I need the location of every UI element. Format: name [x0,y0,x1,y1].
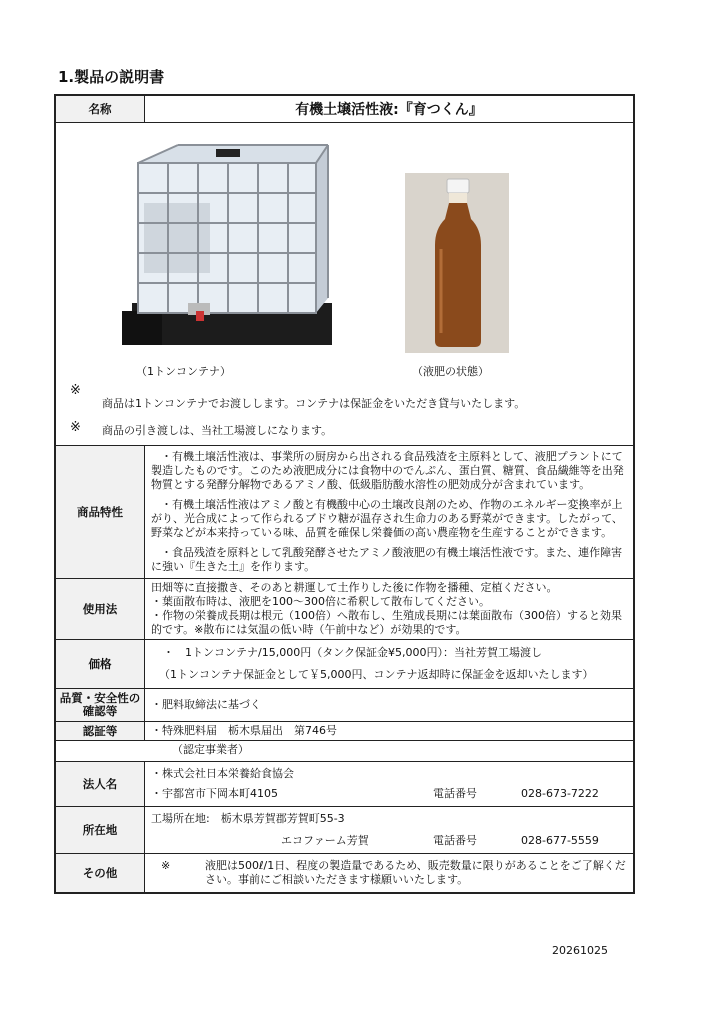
usage-line-1: 田畑等に直接撒き、そのあと耕運して土作りした後に作物を播種、定植ください。 [151,581,558,594]
price-label: 価格 [56,640,145,688]
factory-tel-label: 電話番号 [433,834,477,847]
features-para-1: ・有機土壌活性液は、事業所の厨房から出される食品残渣を主原料として、液肥プラントにて製造したものです。このため液肥成分には食物中のでんぷん、蛋白質、糖質、食品繊維等を出発物質とする発酵分解物であるアミノ酸、低級脂肪酸水溶性の肥効成分が含まれています。 [151,450,624,491]
usage-line-3: ・作物の栄養成長期は根元（100倍）へ散布し、生殖成長期には葉面散布（300倍）すると効果的です。※散布には気温の低い時（午前中など）が効果的です。 [151,609,622,636]
photo-area [56,123,633,445]
features-para-2: ・有機土壌活性液はアミノ酸と有機酸中心の土壌改良剤のため、作物のエネルギー変換率が上がり、光合成によって作られるブドウ糖が温存され生命力のある野菜ができます。したがって、野菜などが本来持っている味、品質を確保し栄養価の高い農産物を生産することができます。 [151,498,623,539]
factory-tel: 028-677-5559 [521,834,599,847]
document-title: 1.製品の説明書 [58,68,165,86]
other-note: 液肥は500ℓ/1日、程度の製造量であるため、販売数量に限りがあることをご了解ください。事前にご相談いただきます様願いいたします。 [205,859,626,886]
photo-row [54,123,635,446]
document-number: 20261025 [552,944,608,957]
company-row [54,762,635,807]
location-row [54,807,635,854]
company-name: ・株式会社日本栄養給食協会 [151,767,294,780]
other-row [54,854,635,894]
usage-text [145,579,633,639]
usage-label: 使用法 [56,579,145,639]
quality-value: ・肥料取締法に基づく [151,698,261,711]
cert-sub-row [54,741,635,762]
price-line-1: ・ 1トンコンテナ/15,000円（タンク保証金¥5,000円）：当社芳賀工場渡し [163,646,542,659]
cert-value: ・特殊肥料届 栃木県届出 第746号 [151,724,337,737]
product-name: 有機土壌活性液:『育つくん』 [295,102,483,118]
note2-mark: ※ [70,420,81,435]
price-row [54,640,635,689]
features-row [54,446,635,579]
usage-line-2: ・葉面散布時は、液肥を100～300倍に希釈して散布してください。 [151,595,490,608]
note1-text: 商品は1トンコンテナでお渡しします。コンテナは保証金をいただき貸与いたします。 [102,397,526,410]
company-tel: 028-673-7222 [521,787,599,800]
company-contact [151,787,627,801]
company-text [145,762,633,806]
price-text [145,640,633,688]
features-label: 商品特性 [56,446,145,578]
factory-address: 工場所在地: 栃木県芳賀郡芳賀町55-3 [151,812,345,825]
features-text [145,446,633,578]
usage-row [54,579,635,640]
price-line-2: （1トンコンテナ保証金として￥5,000円、コンテナ返却時に保証金を返却いたします） [159,668,594,681]
factory-contact [151,834,627,848]
liquid-fertilizer-image [405,173,509,353]
name-row [54,94,635,123]
container-caption: （1トンコンテナ） [136,365,231,378]
note2-text: 商品の引き渡しは、当社工場渡しになります。 [102,424,333,437]
product-sheet [54,94,635,894]
other-mark: ※ [161,859,171,872]
features-para-3: ・食品残渣を原料として乳酸発酵させたアミノ酸液肥の有機土壌活性液です。また、連作障害に強い『生きた土』を作ります。 [151,546,623,573]
factory-site: エコファーム芳賀 [281,834,369,847]
other-label: その他 [56,854,145,892]
cert-sub: （認定事業者） [172,743,249,756]
cert-row [54,722,635,741]
company-tel-label: 電話番号 [433,787,477,800]
quality-row [54,689,635,722]
cert-label: 認証等 [56,722,145,740]
company-address: ・宇都宮市下岡本町4105 [151,787,278,800]
fertilizer-caption: （液肥の状態） [412,365,489,378]
location-text [145,807,633,853]
other-text [145,854,633,892]
location-label: 所在地 [56,807,145,853]
name-label: 名称 [56,96,145,122]
note1-mark: ※ [70,383,81,398]
quality-label: 品質・安全性の確認等 [56,689,145,721]
company-label: 法人名 [56,762,145,806]
ibc-container-image [118,143,336,353]
